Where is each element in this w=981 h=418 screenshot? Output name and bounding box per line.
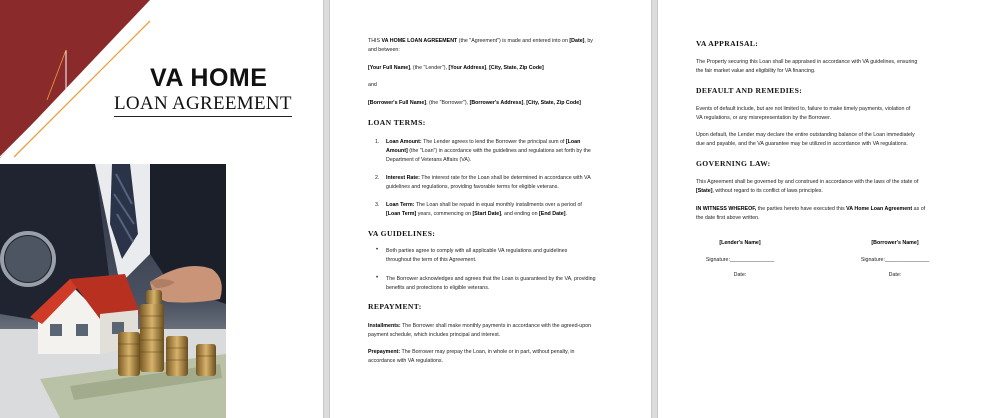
loan-term-placeholder: [Loan Term] [386, 211, 417, 217]
lender-date-label: Date: [733, 272, 747, 278]
borrower-city-placeholder: [City, State, Zip Code] [526, 100, 581, 106]
installments-line-2: payment schedule, which includes principal and interest. [368, 332, 501, 338]
appraisal-line-2: the fair market value and eligibility for VA financing. [696, 68, 816, 74]
guideline-2-line-2: benefits and protections to eligible veterans. [386, 285, 490, 291]
bullet-icon: • [376, 247, 379, 253]
loan-amount-placeholder-a: [Loan [565, 139, 581, 145]
intro-mid: (the "Agreement") is made and entered into on [457, 38, 570, 44]
lender-name-text: [Lender's Name] [719, 240, 761, 246]
interest-rate-line-2: guidelines and regulations, providing favorable terms for eligible veterans. [386, 184, 559, 190]
borrower-name-text: [Borrower's Name] [871, 240, 919, 246]
borrower-role: , (the "Borrower"), [426, 100, 470, 106]
default-remedies-heading: DEFAULT AND REMEDIES: [696, 86, 803, 95]
lender-city-placeholder: [City, State, Zip Code] [489, 65, 544, 71]
default-p1-line-2: VA regulations, or any misrepresentation by the Borrower. [696, 115, 832, 121]
loan-amount-label: Loan Amount: [386, 139, 422, 145]
va-appraisal-heading: VA APPRAISAL: [696, 39, 759, 48]
governing-law-heading: GOVERNING LAW: [696, 159, 771, 168]
loan-term-line-2 [386, 210, 567, 220]
repayment-heading: REPAYMENT: [368, 302, 422, 311]
borrower-date-label: Date: [888, 272, 902, 278]
bullet-icon: • [376, 275, 379, 281]
default-p1-line-1: Events of default include, but are not limited to, failure to make timely payments, violation of [696, 106, 911, 112]
interest-rate-label: Interest Rate: [386, 175, 420, 181]
loan-amount-text-2: (the "Loan") in accordance with the guidelines and regulations set forth by the [407, 148, 591, 154]
start-date-placeholder: [Start Date] [472, 211, 502, 217]
witness-mid: the parties hereto have executed this [756, 206, 847, 212]
end-date-placeholder: [End Date] [539, 211, 566, 217]
loan-amount-line-3: Department of Veterans Affairs (VA). [386, 157, 472, 163]
item-number: 2. [375, 175, 380, 181]
lender-name-placeholder: [Your Full Name] [368, 65, 410, 71]
borrower-name-placeholder: [Borrower's Full Name] [368, 100, 427, 106]
interest-rate-text: The interest rate for the Loan shall be determined in accordance with VA [419, 175, 591, 181]
intro-tail: , by [584, 38, 593, 44]
state-placeholder: [State] [696, 188, 713, 194]
intro-this: THIS [368, 38, 382, 44]
agreement-title: VA HOME LOAN AGREEMENT [381, 38, 458, 44]
guideline-1-line-2: throughout the term of this Agreement. [386, 257, 477, 263]
loan-amount-placeholder-b: Amount] [386, 148, 408, 154]
default-p2-line-1: Upon default, the Lender may declare the entire outstanding balance of the Loan immediately [696, 132, 915, 138]
installments-label: Installments: [368, 323, 401, 329]
governing-line-2 [696, 187, 823, 197]
loan-term-text: The Loan shall be repaid in equal monthly installments over a period of [414, 202, 582, 208]
loan-amount-text: The Lender agrees to lend the Borrower the principal sum of [421, 139, 566, 145]
agreement-page-3 [658, 0, 981, 418]
item-number: 1. [375, 139, 380, 145]
loan-term-text-3: , and ending on [501, 211, 540, 217]
default-p2-line-2: due and payable, and the VA guarantee may be utilized in accordance with VA regulations. [696, 141, 908, 147]
prepayment-line-2: accordance with VA regulations. [368, 358, 443, 364]
cover-subtitle: LOAN AGREEMENT [114, 93, 292, 117]
witness-line-2: the date first above written. [696, 215, 760, 221]
lender-signature-line: Signature:_______________ [705, 257, 775, 263]
loan-term-text-4: . [565, 211, 567, 217]
witness-bold: IN WITNESS WHEREOF, [696, 206, 757, 212]
installments-text: The Borrower shall make monthly payments in accordance with the agreed-upon [400, 323, 592, 329]
loan-term-label: Loan Term: [386, 202, 415, 208]
date-placeholder: [Date] [569, 38, 585, 44]
witness-tail: as of [912, 206, 926, 212]
witness-agreement-title: VA Home Loan Agreement [846, 206, 913, 212]
agreement-page-2 [330, 0, 651, 418]
borrower-address-placeholder: [Borrower's Address] [469, 100, 524, 106]
lender-sep: , [486, 65, 490, 71]
guideline-1-line-1: Both parties agree to comply with all applicable VA regulations and guidelines [386, 248, 568, 254]
lender-role: , (the "Lender"), [409, 65, 449, 71]
borrower-name-placeholder [835, 239, 955, 249]
prepayment-text: The Borrower may prepay the Loan, in whole or in part, without penalty, in [400, 349, 575, 355]
and-text: and [368, 82, 377, 88]
intro-line-2: and between: [368, 47, 400, 53]
lender-line [368, 64, 544, 74]
intro-line-1 [368, 37, 593, 47]
house-model-with-coins-photo [0, 164, 226, 418]
item-number: 3. [375, 202, 380, 208]
lender-address-placeholder: [Your Address] [448, 65, 487, 71]
borrower-sep: , [523, 100, 527, 106]
appraisal-line-1: The Property securing this Loan shall be appraised in accordance with VA guidelines, ensuring [696, 59, 918, 65]
guideline-2-line-1: The Borrower acknowledges and agrees that the Loan is guaranteed by the VA, providing [386, 276, 596, 282]
borrower-line [368, 99, 581, 109]
cover-title: VA HOME [150, 64, 268, 92]
loan-term-text-2: years, commencing on [416, 211, 473, 217]
lender-name-placeholder [680, 239, 800, 249]
cover-page [0, 0, 323, 418]
borrower-signature-line: Signature:_______________ [860, 257, 930, 263]
governing-line-1: This Agreement shall be governed by and construed in accordance with the laws of the state of [696, 179, 919, 185]
prepayment-label: Prepayment: [368, 349, 401, 355]
governing-text-2: , without regard to its conflict of laws principles. [712, 188, 823, 194]
va-guidelines-heading: VA GUIDELINES: [368, 229, 436, 238]
loan-terms-heading: LOAN TERMS: [368, 118, 426, 127]
